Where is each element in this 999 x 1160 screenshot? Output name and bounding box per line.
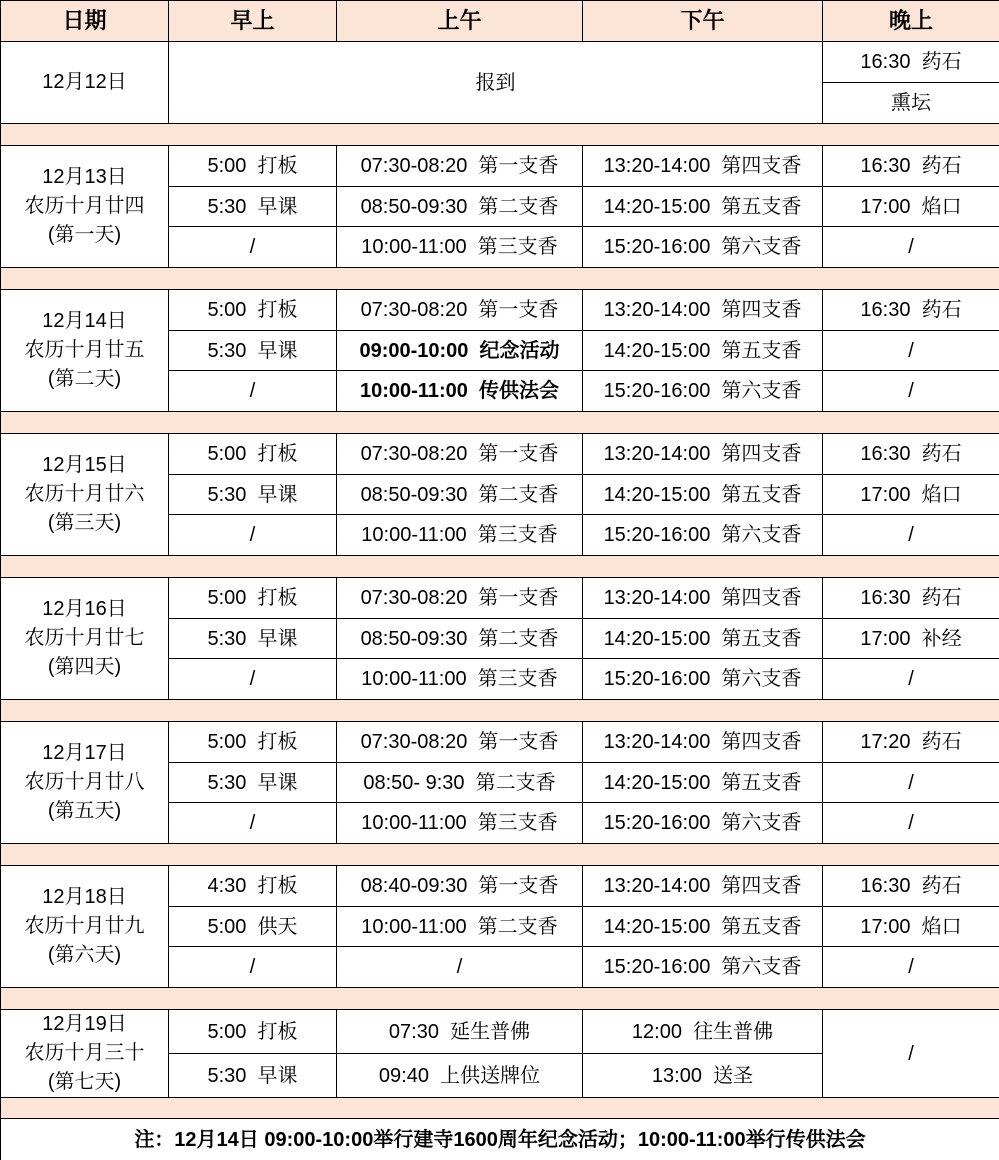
morning-slot: / <box>169 371 337 412</box>
day-number: (第一天) <box>47 224 122 246</box>
afternoon-slot: 15:20-16:00 第六支香 <box>583 227 823 268</box>
evening-slot: 16:30 药石 <box>823 42 999 83</box>
morning-slot: 5:30 早课 <box>169 187 337 227</box>
lunar-date: 农历十月廿七 <box>24 627 145 649</box>
morning-slot: 5:30 早课 <box>169 1054 337 1098</box>
evening-slot: / <box>823 803 999 844</box>
separator-row <box>1 124 999 146</box>
evening-slot: / <box>823 331 999 371</box>
forenoon-slot: 07:30-08:20 第一支香 <box>337 290 583 331</box>
forenoon-slot: 09:00-10:00 纪念活动 <box>337 331 583 371</box>
morning-slot: / <box>169 947 337 988</box>
day-number: (第五天) <box>47 800 122 822</box>
solar-date: 12月18日 <box>42 886 127 908</box>
separator-band <box>1 124 999 146</box>
afternoon-slot: 13:20-14:00 第四支香 <box>583 578 823 619</box>
separator-row <box>1 268 999 290</box>
note-row <box>1 1119 999 1160</box>
date-cell <box>1 1010 169 1098</box>
morning-slot: 5:30 早课 <box>169 331 337 371</box>
afternoon-slot: 14:20-15:00 第五支香 <box>583 907 823 947</box>
date-cell <box>1 434 169 556</box>
forenoon-slot: 09:40 上供送牌位 <box>337 1054 583 1098</box>
evening-slot: 17:00 焰口 <box>823 475 999 515</box>
header-afternoon: 下午 <box>583 1 823 42</box>
lunar-date: 农历十月廿六 <box>24 483 145 505</box>
forenoon-slot: 07:30-08:20 第一支香 <box>337 722 583 763</box>
morning-slot: / <box>169 515 337 556</box>
afternoon-slot: 14:20-15:00 第五支香 <box>583 187 823 227</box>
header-evening: 晚上 <box>823 1 999 42</box>
afternoon-slot: 15:20-16:00 第六支香 <box>583 515 823 556</box>
day-number: (第三天) <box>47 512 122 534</box>
evening-slot: / <box>823 371 999 412</box>
forenoon-slot: 10:00-11:00 第三支香 <box>337 803 583 844</box>
day-number: (第七天) <box>47 1071 122 1093</box>
evening-slot: 16:30 药石 <box>823 866 999 907</box>
forenoon-slot: 10:00-11:00 第三支香 <box>337 515 583 556</box>
lunar-date: 农历十月廿四 <box>24 195 145 217</box>
forenoon-slot: / <box>337 947 583 988</box>
forenoon-slot: 08:50-09:30 第二支香 <box>337 475 583 515</box>
afternoon-slot: 12:00 往生普佛 <box>583 1010 823 1054</box>
schedule-note: 注：12月14日 09:00-10:00举行建寺1600周年纪念活动；10:00-11:00举行传供法会 <box>1 1119 999 1160</box>
afternoon-slot: 14:20-15:00 第五支香 <box>583 619 823 659</box>
afternoon-slot: 15:20-16:00 第六支香 <box>583 371 823 412</box>
date-cell <box>1 866 169 988</box>
afternoon-slot: 15:20-16:00 第六支香 <box>583 803 823 844</box>
solar-date: 12月16日 <box>42 598 127 620</box>
afternoon-slot: 15:20-16:00 第六支香 <box>583 659 823 700</box>
forenoon-slot: 08:40-09:30 第一支香 <box>337 866 583 907</box>
schedule-row <box>1 578 999 619</box>
afternoon-slot: 13:20-14:00 第四支香 <box>583 146 823 187</box>
evening-slot: / <box>823 763 999 803</box>
solar-date: 12月13日 <box>42 166 127 188</box>
schedule-row <box>1 290 999 331</box>
day-number: (第二天) <box>47 368 122 390</box>
solar-date: 12月12日 <box>42 71 127 93</box>
separator-band <box>1 556 999 578</box>
separator-band <box>1 988 999 1010</box>
morning-slot: 5:00 打板 <box>169 290 337 331</box>
solar-date: 12月14日 <box>42 310 127 332</box>
separator-band <box>1 700 999 722</box>
evening-slot: 17:00 补经 <box>823 619 999 659</box>
separator-row <box>1 1098 999 1119</box>
forenoon-slot: 07:30 延生普佛 <box>337 1010 583 1054</box>
schedule-row <box>1 722 999 763</box>
forenoon-slot: 07:30-08:20 第一支香 <box>337 146 583 187</box>
evening-slot: 17:00 焰口 <box>823 187 999 227</box>
forenoon-slot: 10:00-11:00 第三支香 <box>337 659 583 700</box>
morning-slot: 5:00 打板 <box>169 1010 337 1054</box>
morning-slot: 5:30 早课 <box>169 475 337 515</box>
header-morning: 早上 <box>169 1 337 42</box>
evening-slot: 17:00 焰口 <box>823 907 999 947</box>
solar-date: 12月19日 <box>42 1013 127 1035</box>
date-cell <box>1 42 169 124</box>
header-forenoon: 上午 <box>337 1 583 42</box>
morning-slot: 5:00 打板 <box>169 146 337 187</box>
header-date: 日期 <box>1 1 169 42</box>
header-row <box>1 1 999 42</box>
solar-date: 12月15日 <box>42 454 127 476</box>
afternoon-slot: 13:20-14:00 第四支香 <box>583 434 823 475</box>
separator-row <box>1 700 999 722</box>
separator-row <box>1 556 999 578</box>
evening-slot: 16:30 药石 <box>823 434 999 475</box>
day-number: (第六天) <box>47 944 122 966</box>
separator-row <box>1 844 999 866</box>
forenoon-slot: 08:50- 9:30 第二支香 <box>337 763 583 803</box>
separator-band <box>1 268 999 290</box>
afternoon-slot: 14:20-15:00 第五支香 <box>583 475 823 515</box>
evening-slot: 17:20 药石 <box>823 722 999 763</box>
table-header <box>1 1 999 42</box>
schedule-row <box>1 434 999 475</box>
evening-slot: / <box>823 659 999 700</box>
lunar-date: 农历十月廿八 <box>24 771 145 793</box>
separator-band <box>1 412 999 434</box>
morning-slot: / <box>169 803 337 844</box>
forenoon-slot: 08:50-09:30 第二支香 <box>337 619 583 659</box>
evening-slot: / <box>823 515 999 556</box>
separator-band <box>1 1098 999 1119</box>
afternoon-slot: 13:00 送圣 <box>583 1054 823 1098</box>
separator-band <box>1 844 999 866</box>
morning-slot: 5:30 早课 <box>169 763 337 803</box>
afternoon-slot: 14:20-15:00 第五支香 <box>583 763 823 803</box>
forenoon-slot: 10:00-11:00 第三支香 <box>337 227 583 268</box>
morning-slot: / <box>169 659 337 700</box>
morning-slot: 5:00 供天 <box>169 907 337 947</box>
morning-slot: 4:30 打板 <box>169 866 337 907</box>
date-cell <box>1 146 169 268</box>
arrival-activity: 报到 <box>169 42 823 124</box>
lunar-date: 农历十月三十 <box>24 1042 145 1064</box>
morning-slot: 5:00 打板 <box>169 578 337 619</box>
evening-slot: 16:30 药石 <box>823 146 999 187</box>
lunar-date: 农历十月廿五 <box>24 339 145 361</box>
date-cell <box>1 722 169 844</box>
afternoon-slot: 15:20-16:00 第六支香 <box>583 947 823 988</box>
morning-slot: 5:00 打板 <box>169 434 337 475</box>
morning-slot: 5:30 早课 <box>169 619 337 659</box>
forenoon-slot: 10:00-11:00 传供法会 <box>337 371 583 412</box>
evening-slot: / <box>823 1010 999 1098</box>
separator-row <box>1 988 999 1010</box>
forenoon-slot: 07:30-08:20 第一支香 <box>337 578 583 619</box>
afternoon-slot: 13:20-14:00 第四支香 <box>583 722 823 763</box>
schedule-row <box>1 146 999 187</box>
evening-slot: / <box>823 227 999 268</box>
solar-date: 12月17日 <box>42 742 127 764</box>
evening-slot: 16:30 药石 <box>823 578 999 619</box>
morning-slot: / <box>169 227 337 268</box>
forenoon-slot: 08:50-09:30 第二支香 <box>337 187 583 227</box>
forenoon-slot: 10:00-11:00 第二支香 <box>337 907 583 947</box>
afternoon-slot: 13:20-14:00 第四支香 <box>583 290 823 331</box>
day-number: (第四天) <box>47 656 122 678</box>
date-cell <box>1 578 169 700</box>
date-cell <box>1 290 169 412</box>
evening-slot: 16:30 药石 <box>823 290 999 331</box>
schedule-row <box>1 1010 999 1054</box>
morning-slot: 5:00 打板 <box>169 722 337 763</box>
afternoon-slot: 14:20-15:00 第五支香 <box>583 331 823 371</box>
afternoon-slot: 13:20-14:00 第四支香 <box>583 866 823 907</box>
separator-row <box>1 412 999 434</box>
arrival-row <box>1 42 999 83</box>
schedule-row <box>1 866 999 907</box>
forenoon-slot: 07:30-08:20 第一支香 <box>337 434 583 475</box>
table-body <box>1 42 999 1160</box>
evening-slot: / <box>823 947 999 988</box>
evening-slot: 熏坛 <box>823 83 999 124</box>
lunar-date: 农历十月廿九 <box>24 915 145 937</box>
